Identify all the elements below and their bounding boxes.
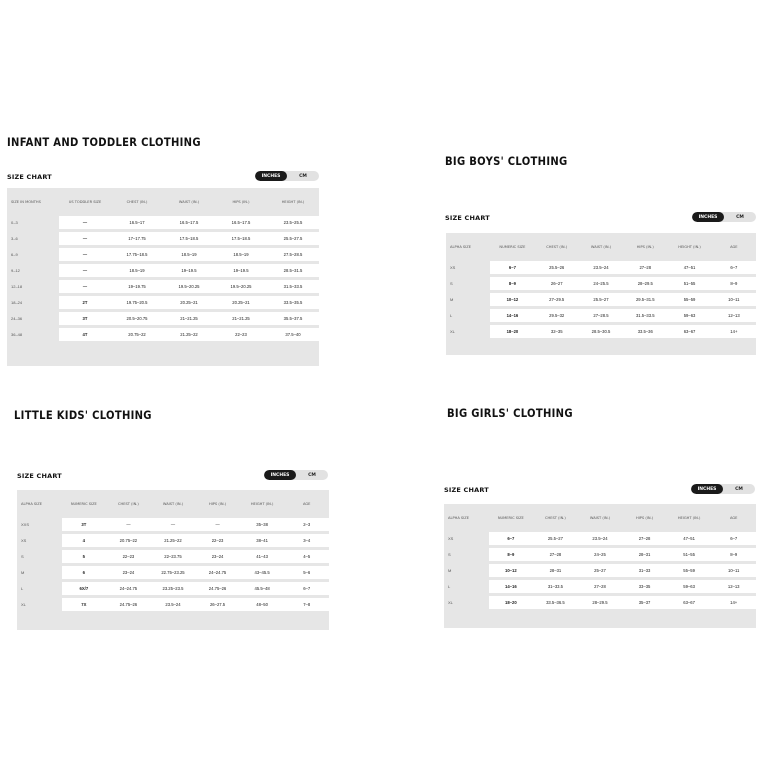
- table-cell: 21–21.25: [163, 312, 215, 325]
- table-cell: 31–33.5: [533, 580, 578, 593]
- table-cell: 22.75–23.25: [151, 566, 196, 579]
- table-cell: 21.25–22: [163, 328, 215, 341]
- row-label: S: [448, 552, 451, 557]
- big-boys-toggle-inches[interactable]: INCHES: [692, 212, 724, 222]
- table-row: [17, 582, 329, 595]
- table-cell: 33.5–35.5: [267, 296, 319, 309]
- table-cell: 6–7: [490, 261, 534, 274]
- infant-unit-toggle[interactable]: [255, 171, 319, 181]
- table-cell: 51–55: [667, 277, 711, 290]
- row-label: 9–12: [11, 268, 20, 273]
- table-cell: 35–37: [622, 596, 667, 609]
- table-cell: 6–7: [712, 261, 756, 274]
- table-row: [444, 564, 756, 577]
- table-cell: 23–24: [106, 566, 151, 579]
- table-row: [444, 532, 756, 545]
- table-cell: 3T: [59, 312, 111, 325]
- row-label: M: [448, 568, 452, 573]
- table-cell: 22–23: [195, 534, 240, 547]
- row-label: XL: [448, 600, 453, 605]
- row-label: L: [448, 584, 451, 589]
- column-header: WAIST (IN.): [590, 245, 612, 249]
- column-header: ALPHA SIZE: [448, 515, 470, 520]
- column-header: ALPHA SIZE: [21, 501, 43, 506]
- table-cell: 24–25: [578, 548, 623, 561]
- table-cell: 63–67: [667, 596, 712, 609]
- row-label: L: [450, 313, 453, 318]
- row-label: 0–3: [11, 220, 18, 225]
- little-kids-size-chart-label: SIZE CHART: [17, 472, 62, 480]
- table-row: [446, 261, 756, 274]
- table-cell: 5–6: [284, 566, 329, 579]
- row-label: 6–9: [11, 252, 18, 257]
- row-label: 24–36: [11, 316, 23, 321]
- infant-toddler-heading: INFANT AND TODDLER CLOTHING: [7, 137, 201, 150]
- table-cell: 29.5–31.5: [623, 293, 667, 306]
- table-cell: 19–19.75: [111, 280, 163, 293]
- big-girls-toggle-cm[interactable]: CM: [735, 486, 743, 492]
- column-header: HIPS (IN.): [636, 516, 654, 520]
- row-label: 3–6: [11, 236, 18, 241]
- table-cell: 31–33: [622, 564, 667, 577]
- table-cell: 25.5–26: [535, 261, 579, 274]
- table-row: [444, 596, 756, 609]
- table-cell: —: [59, 264, 111, 277]
- table-cell: 16.5–17.5: [215, 216, 267, 229]
- table-cell: 23.5–24: [151, 598, 196, 611]
- column-header: AGE: [730, 245, 738, 249]
- big-boys-unit-toggle[interactable]: [692, 212, 756, 222]
- row-label: L: [21, 586, 24, 591]
- table-cell: 25.5–27: [579, 293, 623, 306]
- table-cell: 27–29.5: [535, 293, 579, 306]
- table-cell: 25–27: [578, 564, 623, 577]
- table-cell: 37.5–40: [267, 328, 319, 341]
- table-cell: 6–7: [711, 532, 756, 545]
- table-cell: 2–3: [284, 518, 329, 531]
- table-row: [17, 566, 329, 579]
- table-cell: 18.5–19: [163, 248, 215, 261]
- table-cell: 4–5: [284, 550, 329, 563]
- table-cell: 55–59: [667, 293, 711, 306]
- table-cell: 47–51: [667, 261, 711, 274]
- table-cell: 55–59: [667, 564, 712, 577]
- table-cell: 14–16: [489, 580, 534, 593]
- column-header: HIPS (IN.): [232, 200, 250, 204]
- infant-toggle-cm[interactable]: CM: [299, 173, 307, 179]
- infant-size-table-card: [7, 188, 319, 366]
- little-kids-size-table: [17, 490, 329, 614]
- table-cell: 8–9: [712, 277, 756, 290]
- row-label: XS: [21, 538, 27, 543]
- table-cell: 10–12: [490, 293, 534, 306]
- table-cell: 4T: [59, 328, 111, 341]
- table-cell: 26–27.5: [195, 598, 240, 611]
- table-row: [7, 248, 319, 261]
- table-cell: 63–67: [667, 325, 711, 338]
- column-header: HIPS (IN.): [636, 245, 654, 249]
- table-cell: 17–17.75: [111, 232, 163, 245]
- infant-size-table: [7, 188, 319, 344]
- table-cell: 21–21.25: [215, 312, 267, 325]
- infant-size-chart-label: SIZE CHART: [7, 173, 52, 181]
- column-header: AGE: [729, 516, 738, 520]
- big-girls-toggle-inches[interactable]: INCHES: [691, 484, 723, 494]
- table-cell: 8–9: [711, 548, 756, 561]
- table-cell: 45.5–48: [240, 582, 285, 595]
- table-cell: 12–13: [712, 309, 756, 322]
- column-header: WAIST (IN.): [178, 200, 200, 204]
- big-girls-size-table: [444, 504, 756, 612]
- table-cell: 25.5–27.5: [267, 232, 319, 245]
- header-row: [444, 507, 756, 529]
- table-cell: 20.75–22: [111, 328, 163, 341]
- table-row: [7, 280, 319, 293]
- big-girls-size-table-card: [444, 504, 756, 628]
- table-cell: 48–50: [240, 598, 285, 611]
- table-cell: 33–35: [622, 580, 667, 593]
- row-label: XL: [21, 602, 26, 607]
- table-cell: 59–63: [667, 309, 711, 322]
- table-cell: 32–35: [535, 325, 579, 338]
- column-header: HEIGHT (IN.): [281, 200, 305, 204]
- table-cell: 5: [62, 550, 107, 563]
- table-cell: 24–24.75: [195, 566, 240, 579]
- column-header: NUMERIC SIZE: [70, 502, 97, 506]
- table-cell: 38–41: [240, 534, 285, 547]
- table-cell: 22–23: [106, 550, 151, 563]
- table-cell: 19–19.5: [215, 264, 267, 277]
- table-row: [444, 548, 756, 561]
- row-label: 18–24: [11, 300, 23, 305]
- table-cell: 19.75–20.5: [111, 296, 163, 309]
- column-header: CHEST (IN.): [545, 516, 566, 520]
- table-cell: 10–12: [489, 564, 534, 577]
- table-cell: 20.75–22: [106, 534, 151, 547]
- big-boys-size-chart-label: SIZE CHART: [445, 214, 490, 222]
- table-cell: 7–8: [284, 598, 329, 611]
- table-cell: —: [106, 518, 151, 531]
- table-row: [17, 534, 329, 547]
- table-cell: —: [151, 518, 196, 531]
- row-label: S: [21, 554, 24, 559]
- table-cell: 18.5–19: [111, 264, 163, 277]
- table-row: [7, 312, 319, 325]
- table-cell: 14+: [712, 325, 756, 338]
- column-header: WAIST (IN.): [589, 516, 611, 520]
- little-kids-toggle-cm[interactable]: CM: [308, 472, 316, 478]
- table-cell: 27–28: [622, 532, 667, 545]
- table-cell: 28.5–31.5: [267, 264, 319, 277]
- header-row: [7, 191, 319, 213]
- row-label: 36–48: [11, 332, 23, 337]
- table-cell: 27–28: [578, 580, 623, 593]
- table-cell: 28–29.5: [578, 596, 623, 609]
- column-header: NUMERIC SIZE: [499, 245, 526, 249]
- header-row: [446, 236, 756, 258]
- table-cell: 24–24.75: [106, 582, 151, 595]
- table-cell: 51–55: [667, 548, 712, 561]
- table-cell: 16.5–17.5: [163, 216, 215, 229]
- table-cell: —: [59, 248, 111, 261]
- big-girls-unit-toggle[interactable]: [691, 484, 755, 494]
- table-cell: 17.5–18.5: [163, 232, 215, 245]
- table-cell: 19.5–20.25: [215, 280, 267, 293]
- table-row: [7, 264, 319, 277]
- column-header: HEIGHT (IN.): [678, 245, 701, 249]
- table-cell: —: [59, 216, 111, 229]
- table-cell: 59–63: [667, 580, 712, 593]
- table-cell: 18.5–19: [215, 248, 267, 261]
- table-cell: 18–20: [489, 596, 534, 609]
- big-boys-toggle-cm[interactable]: CM: [736, 214, 744, 220]
- row-label: XL: [450, 329, 455, 334]
- table-cell: 27.5–28.5: [267, 248, 319, 261]
- table-cell: 24.75–26: [106, 598, 151, 611]
- row-label: XS: [448, 536, 454, 541]
- table-cell: 14+: [711, 596, 756, 609]
- table-cell: 23.5–24: [579, 261, 623, 274]
- table-cell: 23.5–25.5: [267, 216, 319, 229]
- table-row: [7, 328, 319, 341]
- table-row: [7, 216, 319, 229]
- table-row: [446, 325, 756, 338]
- table-cell: 20.5–20.75: [111, 312, 163, 325]
- table-row: [446, 309, 756, 322]
- table-cell: 28–31: [533, 564, 578, 577]
- table-cell: 12–13: [711, 580, 756, 593]
- table-cell: —: [59, 232, 111, 245]
- little-kids-unit-toggle[interactable]: [264, 470, 328, 480]
- column-header: HEIGHT (IN.): [250, 502, 274, 506]
- table-cell: 14–16: [490, 309, 534, 322]
- column-header: HEIGHT (IN.): [677, 516, 701, 520]
- big-boys-size-table-card: [446, 233, 756, 355]
- row-label: 12–18: [11, 284, 23, 289]
- row-label: XS: [450, 265, 456, 270]
- table-cell: 6–7: [489, 532, 534, 545]
- table-cell: 19.5–20.25: [163, 280, 215, 293]
- row-label: S: [450, 281, 453, 286]
- table-cell: 33.5–36.5: [533, 596, 578, 609]
- table-cell: 24–25.5: [579, 277, 623, 290]
- table-cell: 24.75–26: [195, 582, 240, 595]
- table-cell: 28–29.5: [623, 277, 667, 290]
- big-girls-heading: BIG GIRLS' CLOTHING: [447, 408, 573, 421]
- row-label: M: [450, 297, 454, 302]
- infant-toggle-inches[interactable]: INCHES: [255, 171, 287, 181]
- table-cell: 6–7: [284, 582, 329, 595]
- big-boys-size-table: [446, 233, 756, 341]
- table-cell: 43–45.5: [240, 566, 285, 579]
- table-cell: 19–19.5: [163, 264, 215, 277]
- table-cell: 33.5–36: [623, 325, 667, 338]
- table-cell: 18–20: [490, 325, 534, 338]
- table-cell: 27–28.5: [579, 309, 623, 322]
- column-header: WAIST (IN.): [162, 502, 184, 506]
- table-cell: 7X: [62, 598, 107, 611]
- table-cell: 27–28: [533, 548, 578, 561]
- table-cell: 26–27: [535, 277, 579, 290]
- table-cell: 41–43: [240, 550, 285, 563]
- table-cell: 20.25–21: [163, 296, 215, 309]
- column-header: ALPHA SIZE: [450, 244, 472, 249]
- table-cell: 17.75–18.5: [111, 248, 163, 261]
- table-cell: 8–9: [490, 277, 534, 290]
- table-row: [446, 293, 756, 306]
- table-cell: 29.5–32: [535, 309, 579, 322]
- column-header: US TODDLER SIZE: [68, 200, 102, 204]
- row-label: XXS: [21, 522, 30, 527]
- table-cell: 35.5–37.5: [267, 312, 319, 325]
- column-header: HIPS (IN.): [209, 502, 227, 506]
- table-cell: 23.25–23.5: [151, 582, 196, 595]
- table-cell: 27–28: [623, 261, 667, 274]
- table-cell: 22–23: [215, 328, 267, 341]
- table-cell: 23–24: [195, 550, 240, 563]
- table-row: [17, 598, 329, 611]
- little-kids-heading: LITTLE KIDS' CLOTHING: [14, 410, 152, 423]
- table-cell: 3T: [62, 518, 107, 531]
- table-cell: 6X/7: [62, 582, 107, 595]
- row-label: M: [21, 570, 25, 575]
- table-cell: 4: [62, 534, 107, 547]
- table-cell: 20.25–21: [215, 296, 267, 309]
- header-row: [17, 493, 329, 515]
- table-cell: 25.5–27: [533, 532, 578, 545]
- table-cell: 23.5–24: [578, 532, 623, 545]
- table-cell: 21.25–22: [151, 534, 196, 547]
- column-header: CHEST (IN.): [546, 245, 568, 249]
- table-cell: 31.5–33.5: [267, 280, 319, 293]
- table-cell: —: [195, 518, 240, 531]
- little-kids-toggle-inches[interactable]: INCHES: [264, 470, 296, 480]
- big-boys-heading: BIG BOYS' CLOTHING: [445, 156, 568, 169]
- table-row: [17, 518, 329, 531]
- table-row: [17, 550, 329, 563]
- table-cell: 47–51: [667, 532, 712, 545]
- table-cell: 8–9: [489, 548, 534, 561]
- big-girls-size-chart-label: SIZE CHART: [444, 486, 489, 494]
- table-cell: 31.5–33.5: [623, 309, 667, 322]
- table-cell: 28.5–30.5: [579, 325, 623, 338]
- table-cell: 28–31: [622, 548, 667, 561]
- little-kids-size-table-card: [17, 490, 329, 630]
- table-cell: 2T: [59, 296, 111, 309]
- table-row: [444, 580, 756, 593]
- column-header: NUMERIC SIZE: [497, 516, 524, 520]
- table-cell: 10–11: [711, 564, 756, 577]
- column-header: CHEST (IN.): [118, 502, 139, 506]
- table-cell: 22–23.75: [151, 550, 196, 563]
- table-row: [7, 296, 319, 309]
- column-header: CHEST (IN.): [126, 200, 148, 204]
- table-cell: 17.5–18.5: [215, 232, 267, 245]
- table-cell: 16.5–17: [111, 216, 163, 229]
- table-cell: —: [59, 280, 111, 293]
- column-header: AGE: [302, 502, 311, 506]
- table-cell: 6: [62, 566, 107, 579]
- table-row: [446, 277, 756, 290]
- column-header: SIZE IN MONTHS: [11, 199, 41, 204]
- table-cell: 3–4: [284, 534, 329, 547]
- table-cell: 10–11: [712, 293, 756, 306]
- table-cell: 35–38: [240, 518, 285, 531]
- table-row: [7, 232, 319, 245]
